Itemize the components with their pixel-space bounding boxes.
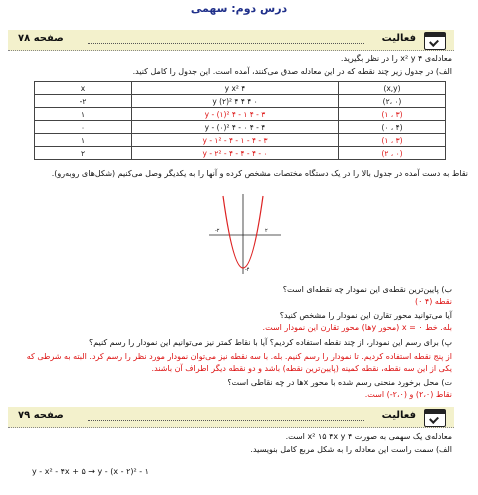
answer-t: نقاط (۲،۰) و (۲،۰-) است. bbox=[364, 390, 452, 399]
part-b-text: نقاط به دست آمده در جدول بالا را در یک دستگاه مختصات مشخص کرده و آنها را به یکدیگر وصل می‌کنیم (شکل‌های روبه‌رو). bbox=[51, 169, 468, 178]
part-a-text: الف) در جدول زیر چند نقطه که در این معادله صدق می‌کنند، آمده است. این جدول را کامل کنید. bbox=[132, 67, 452, 76]
intro-text: معادله‌ی ۴ x² y را در نظر بگیرید. bbox=[340, 54, 452, 63]
right-tick-label: ۲ bbox=[265, 228, 268, 234]
cell-x: ۲ bbox=[35, 147, 132, 160]
calendar-icon bbox=[424, 32, 446, 50]
dotted-line bbox=[88, 420, 364, 421]
left-tick-label: -۲ bbox=[215, 228, 220, 234]
question-b: ب) پایین‌ترین نقطه‌ی این نمودار چه نقطه‌ای است؟ bbox=[282, 285, 452, 294]
activity-label: فعالیت bbox=[381, 410, 416, 421]
question-c: آیا می‌توانید محور تقارن این نمودار را مشخص کنید؟ bbox=[279, 311, 452, 320]
question-p: پ) برای رسم این نمودار، از چند نقطه استفاده کردیم؟ آیا با نقاط کمتر نیز می‌توانیم این نمودار را رسم کنیم؟ bbox=[88, 338, 452, 347]
cell-x: ۱ bbox=[35, 108, 132, 121]
page-reference: صفحه ۷۹ bbox=[18, 410, 64, 421]
cell-point: (۱ ، ۳) bbox=[339, 134, 446, 147]
part-a-text-2: الف) سمت راست این معادله را به شکل مربع کامل بنویسید. bbox=[250, 445, 452, 454]
header-x: x bbox=[35, 82, 132, 95]
cell-x: ۱ bbox=[35, 134, 132, 147]
bottom-label: -۴ bbox=[245, 267, 250, 273]
calendar-icon bbox=[424, 409, 446, 427]
header-point: (x,y) bbox=[339, 82, 446, 95]
cell-x: ۰ bbox=[35, 121, 132, 134]
answer-c: بله. خط ۰ = x (محور yها) محور تقارن این نمودار است. bbox=[262, 323, 452, 332]
dotted-line bbox=[88, 43, 364, 44]
activity-header bbox=[8, 30, 454, 51]
question-t: ت) محل برخورد منحنی رسم شده با محور xها در چه نقاطی است؟ bbox=[227, 378, 452, 387]
cell-y: y - ۱² - ۴ - ۱ - ۴ - ۳ bbox=[132, 134, 339, 147]
cell-y: y - (۰)² ۴ - ۰ ۴ - ۴ bbox=[132, 121, 339, 134]
page-reference: صفحه ۷۸ bbox=[18, 33, 64, 44]
activity-header-2 bbox=[8, 407, 454, 428]
intro-text-2: معادله‌ی یک سهمی به صورت ۴ x² ۱۵ ۴x y است. bbox=[285, 432, 452, 441]
cell-y: y - ۲² - ۴ - ۴ - ۴ - ۰ bbox=[132, 147, 339, 160]
table-row bbox=[35, 95, 446, 108]
table-row bbox=[35, 134, 446, 147]
answer-b: نقطه (۴ ۰) bbox=[414, 297, 452, 306]
cell-point: (۲ ، ۰) bbox=[339, 147, 446, 160]
table-row bbox=[35, 147, 446, 160]
page-title: درس دوم: سهمی bbox=[190, 2, 288, 15]
cell-point: (۲، ۰) bbox=[339, 95, 446, 108]
cell-x: -۲ bbox=[35, 95, 132, 108]
cell-point: (۰ ، ۴) bbox=[339, 121, 446, 134]
answer-p-line1: از پنج نقطه استفاده کردیم. تا نمودار را رسم کنیم. بله. با سه نقطه نیز می‌توان نمودار مورد نظر را رسم کرد. البته به شرطی که bbox=[26, 352, 452, 361]
cell-point: (۱ ، ۳) bbox=[339, 108, 446, 121]
table-header-row bbox=[35, 82, 446, 95]
table-row bbox=[35, 121, 446, 134]
answer-p-line2: یکی از این سه نقطه، نقطه کمینه (پایین‌ترین نقطه) باشد و دو نقطه دیگر اطراف آن باشند. bbox=[151, 364, 452, 373]
values-table bbox=[34, 81, 446, 160]
parabola-graph bbox=[205, 192, 285, 277]
cell-y: y (۲)² ۴ ۴ ۴ ۰ bbox=[132, 95, 339, 108]
header-y: y x² ۴ bbox=[132, 82, 339, 95]
table-row bbox=[35, 108, 446, 121]
cell-y: y - (۱)² ۴ - ۱ ۴ - ۳ bbox=[132, 108, 339, 121]
activity-label: فعالیت bbox=[381, 33, 416, 44]
formula-line: y - x² - ۴x + ۵ → y - (x - ۲)² - ۱ bbox=[32, 467, 149, 476]
